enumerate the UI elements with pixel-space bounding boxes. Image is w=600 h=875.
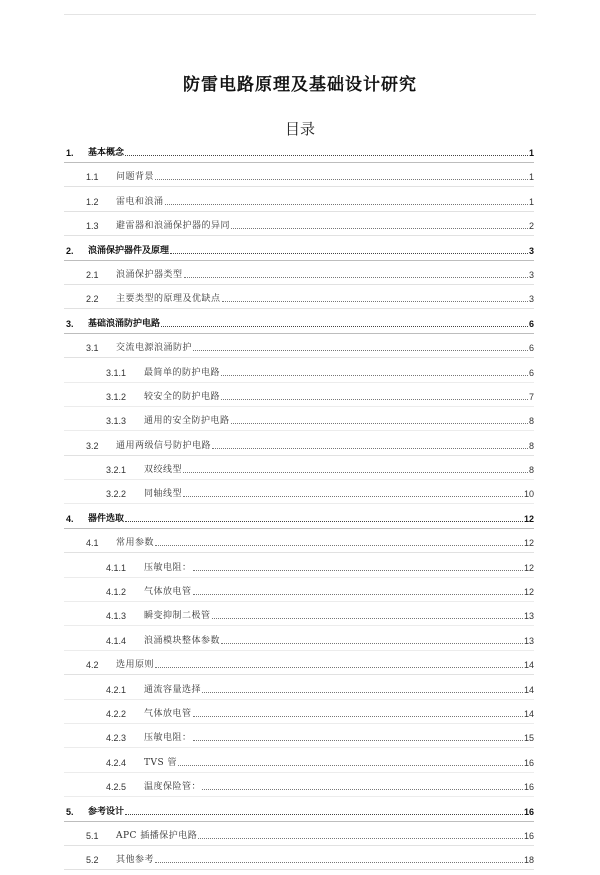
toc-entry[interactable] [64, 606, 534, 626]
toc-entry-page: 14 [523, 684, 534, 695]
toc-entry-number: 3.1.2 [106, 391, 127, 402]
toc-entry[interactable] [64, 558, 534, 578]
toc-entry-title: 浪涌保护器件及原理 [88, 245, 170, 256]
toc-entry-number: 3.1.1 [106, 367, 127, 378]
toc-entry-number: 4.2.4 [106, 757, 127, 768]
toc-entry[interactable] [64, 826, 534, 846]
toc-entry-title: 交流电源浪涌防护 [116, 343, 193, 354]
toc-dot-leader [212, 448, 528, 449]
toc-entry-number: 3. [66, 318, 74, 329]
toc-entry-page: 12 [523, 587, 534, 598]
toc-entry-page: 16 [523, 782, 534, 793]
page-top-rule [64, 14, 536, 15]
toc-entry-number: 4.2.3 [106, 733, 127, 744]
toc-entry-number: 4.1.4 [106, 635, 127, 646]
toc-entry-number: 3.2 [86, 440, 99, 451]
toc-dot-leader [193, 716, 523, 717]
toc-entry[interactable] [64, 753, 534, 773]
toc-entry-number: 2. [66, 245, 74, 256]
toc-entry-title: 通用两级信号防护电路 [116, 440, 212, 451]
toc-entry[interactable] [64, 216, 534, 236]
toc-dot-leader [170, 253, 528, 254]
toc-entry-title: 气体放电管 [144, 587, 192, 598]
toc-entry-title: 器件选取 [88, 513, 125, 524]
toc-entry-title: 参考设计 [88, 806, 125, 817]
toc-entry[interactable] [64, 289, 534, 309]
toc-entry[interactable] [64, 802, 534, 822]
toc-entry-number: 5.1 [86, 830, 99, 841]
toc-dot-leader [178, 765, 523, 766]
toc-entry-title: 浪涌保护器类型 [116, 269, 183, 280]
toc-dot-leader [125, 521, 523, 522]
toc-entry-number: 2.1 [86, 269, 99, 280]
toc-entry-page: 3 [528, 294, 534, 305]
toc-entry[interactable] [64, 704, 534, 724]
toc-dot-leader [183, 472, 528, 473]
toc-entry[interactable] [64, 314, 534, 334]
toc-entry-title: 较安全的防护电路 [144, 391, 221, 402]
toc-dot-leader [193, 350, 528, 351]
toc-entry-page: 1 [528, 172, 534, 183]
toc-entry-number: 4.2.5 [106, 782, 127, 793]
toc-entry[interactable] [64, 411, 534, 431]
toc-entry[interactable] [64, 533, 534, 553]
toc-entry-page: 10 [523, 489, 534, 500]
toc-dot-leader [165, 204, 528, 205]
toc-entry[interactable] [64, 728, 534, 748]
toc-entry-page: 14 [523, 660, 534, 671]
toc-entry[interactable] [64, 338, 534, 358]
toc-entry[interactable] [64, 387, 534, 407]
toc-dot-leader [231, 228, 528, 229]
toc-entry[interactable] [64, 850, 534, 870]
toc-entry-title: 通用的安全防护电路 [144, 416, 230, 427]
toc-entry-number: 1.1 [86, 172, 99, 183]
document-title: 防雷电路原理及基础设计研究 [183, 75, 417, 95]
toc-entry[interactable] [64, 631, 534, 651]
toc-entry-title: 气体放电管 [144, 708, 192, 719]
toc-entry-number: 4.2 [86, 660, 99, 671]
toc-entry[interactable] [64, 582, 534, 602]
toc-entry-number: 2.2 [86, 294, 99, 305]
toc-dot-leader [193, 570, 523, 571]
toc-entry-page: 7 [528, 391, 534, 402]
toc-dot-leader [155, 545, 523, 546]
toc-entry-page: 1 [528, 196, 534, 207]
toc-dot-leader [231, 423, 528, 424]
toc-entry-number: 3.2.1 [106, 465, 127, 476]
toc-entry-title: 其他参考 [116, 855, 155, 866]
toc-entry-page: 12 [523, 538, 534, 549]
toc-entry-title: 双绞线型 [144, 465, 183, 476]
toc-dot-leader [155, 667, 523, 668]
toc-dot-leader [184, 277, 528, 278]
toc-entry-title: 通流容量选择 [144, 684, 202, 695]
toc-entry[interactable] [64, 655, 534, 675]
toc-dot-leader [198, 838, 523, 839]
toc-entry-title: 基本概念 [88, 148, 125, 158]
toc-entry[interactable] [64, 265, 534, 285]
toc-entry[interactable] [64, 363, 534, 383]
toc-entry-page: 16 [523, 757, 534, 768]
toc-entry-page: 3 [528, 245, 534, 256]
toc-entry-page: 8 [528, 465, 534, 476]
toc-entry-number: 3.1.3 [106, 416, 127, 427]
toc-dot-leader [202, 692, 523, 693]
toc-entry[interactable] [64, 167, 534, 187]
toc-dot-leader [155, 862, 523, 863]
toc-entry[interactable] [64, 436, 534, 456]
toc-entry[interactable] [64, 143, 534, 163]
toc-entry-title: 同轴线型 [144, 489, 183, 500]
toc-entry-page: 8 [528, 440, 534, 451]
toc-dot-leader [221, 399, 528, 400]
toc-entry-page: 12 [523, 562, 534, 573]
toc-dot-leader [193, 594, 523, 595]
toc-entry-page: 15 [523, 733, 534, 744]
toc-dot-leader [183, 496, 523, 497]
toc-entry-number: 4.2.1 [106, 684, 127, 695]
toc-entry[interactable] [64, 460, 534, 480]
toc-dot-leader [125, 155, 528, 156]
toc-entry-title: 问题背景 [116, 172, 155, 183]
toc-entry-title: 主要类型的原理及优缺点 [116, 294, 221, 305]
toc-entry-number: 5.2 [86, 855, 99, 866]
toc-dot-leader [202, 789, 523, 790]
toc-entry-number: 4.2.2 [106, 708, 127, 719]
toc-entry-page: 13 [523, 635, 534, 646]
toc-entry-page: 3 [528, 269, 534, 280]
toc-entry-title: 压敏电阻： [144, 733, 192, 744]
toc-entry[interactable] [64, 509, 534, 529]
toc-entry-page: 18 [523, 855, 534, 866]
toc-entry[interactable] [64, 484, 534, 504]
toc-entry-page: 1 [528, 148, 534, 158]
toc-entry-title: APC 插播保护电路 [116, 830, 198, 841]
toc-dot-leader [125, 814, 523, 815]
toc-entry-number: 4. [66, 513, 74, 524]
toc-entry-number: 1.2 [86, 196, 99, 207]
toc-entry-number: 4.1.1 [106, 562, 127, 573]
toc-entry[interactable] [64, 680, 534, 700]
toc-entry-page: 13 [523, 611, 534, 622]
toc-entry-title: 常用参数 [116, 538, 155, 549]
toc-entry-title: 温度保险管： [144, 782, 202, 793]
toc-entry-number: 3.1 [86, 343, 99, 354]
toc-entry-title: 浪涌模块整体参数 [144, 635, 221, 646]
toc-entry-number: 1.3 [86, 221, 99, 232]
toc-entry[interactable] [64, 241, 534, 261]
toc-entry-page: 6 [528, 343, 534, 354]
toc-entry-page: 8 [528, 416, 534, 427]
toc-dot-leader [222, 301, 528, 302]
toc-entry-title: 雷电和浪涌 [116, 196, 164, 207]
toc-dot-leader [221, 643, 523, 644]
toc-entry-page: 16 [523, 806, 534, 817]
toc-entry-number: 1. [66, 148, 74, 158]
toc-heading: 目录 [284, 120, 315, 138]
toc-entry-title: 选用原则 [116, 660, 155, 671]
toc-entry-page: 6 [528, 318, 534, 329]
toc-entry-page: 12 [523, 513, 534, 524]
toc-dot-leader [212, 618, 523, 619]
toc-entry-title: 基础浪涌防护电路 [88, 318, 161, 329]
toc-entry-title: 压敏电阻： [144, 562, 192, 573]
toc-entry-page: 6 [528, 367, 534, 378]
toc-dot-leader [221, 375, 528, 376]
toc-dot-leader [161, 326, 528, 327]
toc-entry[interactable] [64, 777, 534, 797]
toc-entry-number: 3.2.2 [106, 489, 127, 500]
toc-entry-number: 5. [66, 806, 74, 817]
toc-entry-page: 14 [523, 708, 534, 719]
toc-entry-title: TVS 管 [144, 757, 178, 768]
toc-entry-number: 4.1.2 [106, 587, 127, 598]
toc-dot-leader [155, 179, 528, 180]
toc-entry-title: 瞬变抑制二极管 [144, 611, 211, 622]
toc-entry[interactable] [64, 192, 534, 212]
toc-entry-page: 16 [523, 830, 534, 841]
toc-entry-title: 最简单的防护电路 [144, 367, 221, 378]
toc-entry-number: 4.1 [86, 538, 99, 549]
toc-dot-leader [193, 740, 523, 741]
table-of-contents [64, 143, 534, 875]
toc-entry-number: 4.1.3 [106, 611, 127, 622]
toc-entry-page: 2 [528, 221, 534, 232]
toc-entry-title: 避雷器和浪涌保护器的异同 [116, 221, 231, 232]
